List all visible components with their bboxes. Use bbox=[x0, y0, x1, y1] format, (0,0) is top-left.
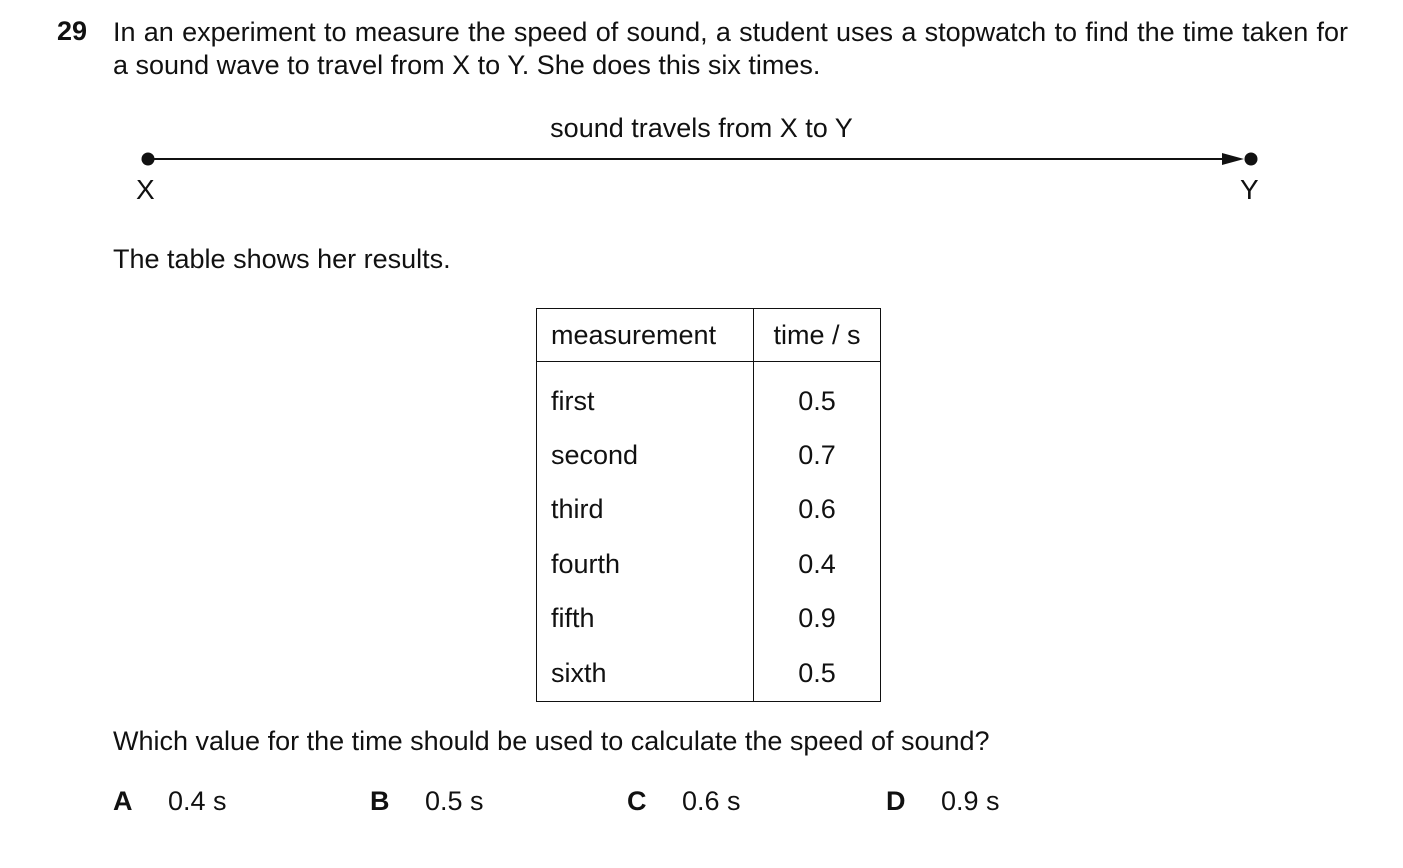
option-d-value[interactable]: 0.9 s bbox=[941, 786, 1000, 816]
option-c-letter[interactable]: C bbox=[627, 786, 647, 816]
question-prompt: Which value for the time should be used to calculate the speed of sound? bbox=[113, 726, 990, 756]
time-cell: 0.9 bbox=[754, 592, 881, 647]
option-c-value[interactable]: 0.6 s bbox=[682, 786, 741, 816]
point-y-label: Y bbox=[1240, 174, 1259, 205]
measurement-cell: first bbox=[537, 362, 754, 429]
table-row bbox=[537, 428, 881, 483]
option-a-value[interactable]: 0.4 s bbox=[168, 786, 227, 816]
diagram-caption: sound travels from X to Y bbox=[550, 113, 853, 143]
point-x-dot bbox=[142, 153, 155, 166]
arrowhead-icon bbox=[1222, 153, 1244, 165]
table-body bbox=[537, 362, 881, 702]
point-y-dot bbox=[1245, 153, 1258, 166]
time-cell: 0.6 bbox=[754, 483, 881, 538]
sound-path-diagram bbox=[0, 140, 1403, 180]
question-stem: In an experiment to measure the speed of sound, a student uses a stopwatch to find the time taken for a sound wave to travel from X to Y. She does this six times. bbox=[113, 17, 1348, 80]
point-x-label: X bbox=[136, 174, 155, 205]
measurement-cell: sixth bbox=[537, 646, 754, 701]
time-cell: 0.7 bbox=[754, 428, 881, 483]
table-header-row bbox=[537, 309, 881, 362]
table-intro: The table shows her results. bbox=[113, 244, 451, 274]
table-row bbox=[537, 362, 881, 429]
header-measurement: measurement bbox=[537, 309, 754, 362]
time-cell: 0.5 bbox=[754, 646, 881, 701]
results-table bbox=[536, 308, 881, 702]
option-b-value[interactable]: 0.5 s bbox=[425, 786, 484, 816]
table-row bbox=[537, 646, 881, 701]
question-number: 29 bbox=[57, 16, 88, 46]
measurement-cell: second bbox=[537, 428, 754, 483]
header-time: time / s bbox=[754, 309, 881, 362]
measurement-cell: fourth bbox=[537, 537, 754, 592]
table-row bbox=[537, 483, 881, 538]
time-cell: 0.5 bbox=[754, 362, 881, 429]
measurement-cell: fifth bbox=[537, 592, 754, 647]
table-row bbox=[537, 537, 881, 592]
option-d-letter[interactable]: D bbox=[886, 786, 906, 816]
option-b-letter[interactable]: B bbox=[370, 786, 390, 816]
measurement-cell: third bbox=[537, 483, 754, 538]
time-cell: 0.4 bbox=[754, 537, 881, 592]
table-row bbox=[537, 592, 881, 647]
option-a-letter[interactable]: A bbox=[113, 786, 133, 816]
